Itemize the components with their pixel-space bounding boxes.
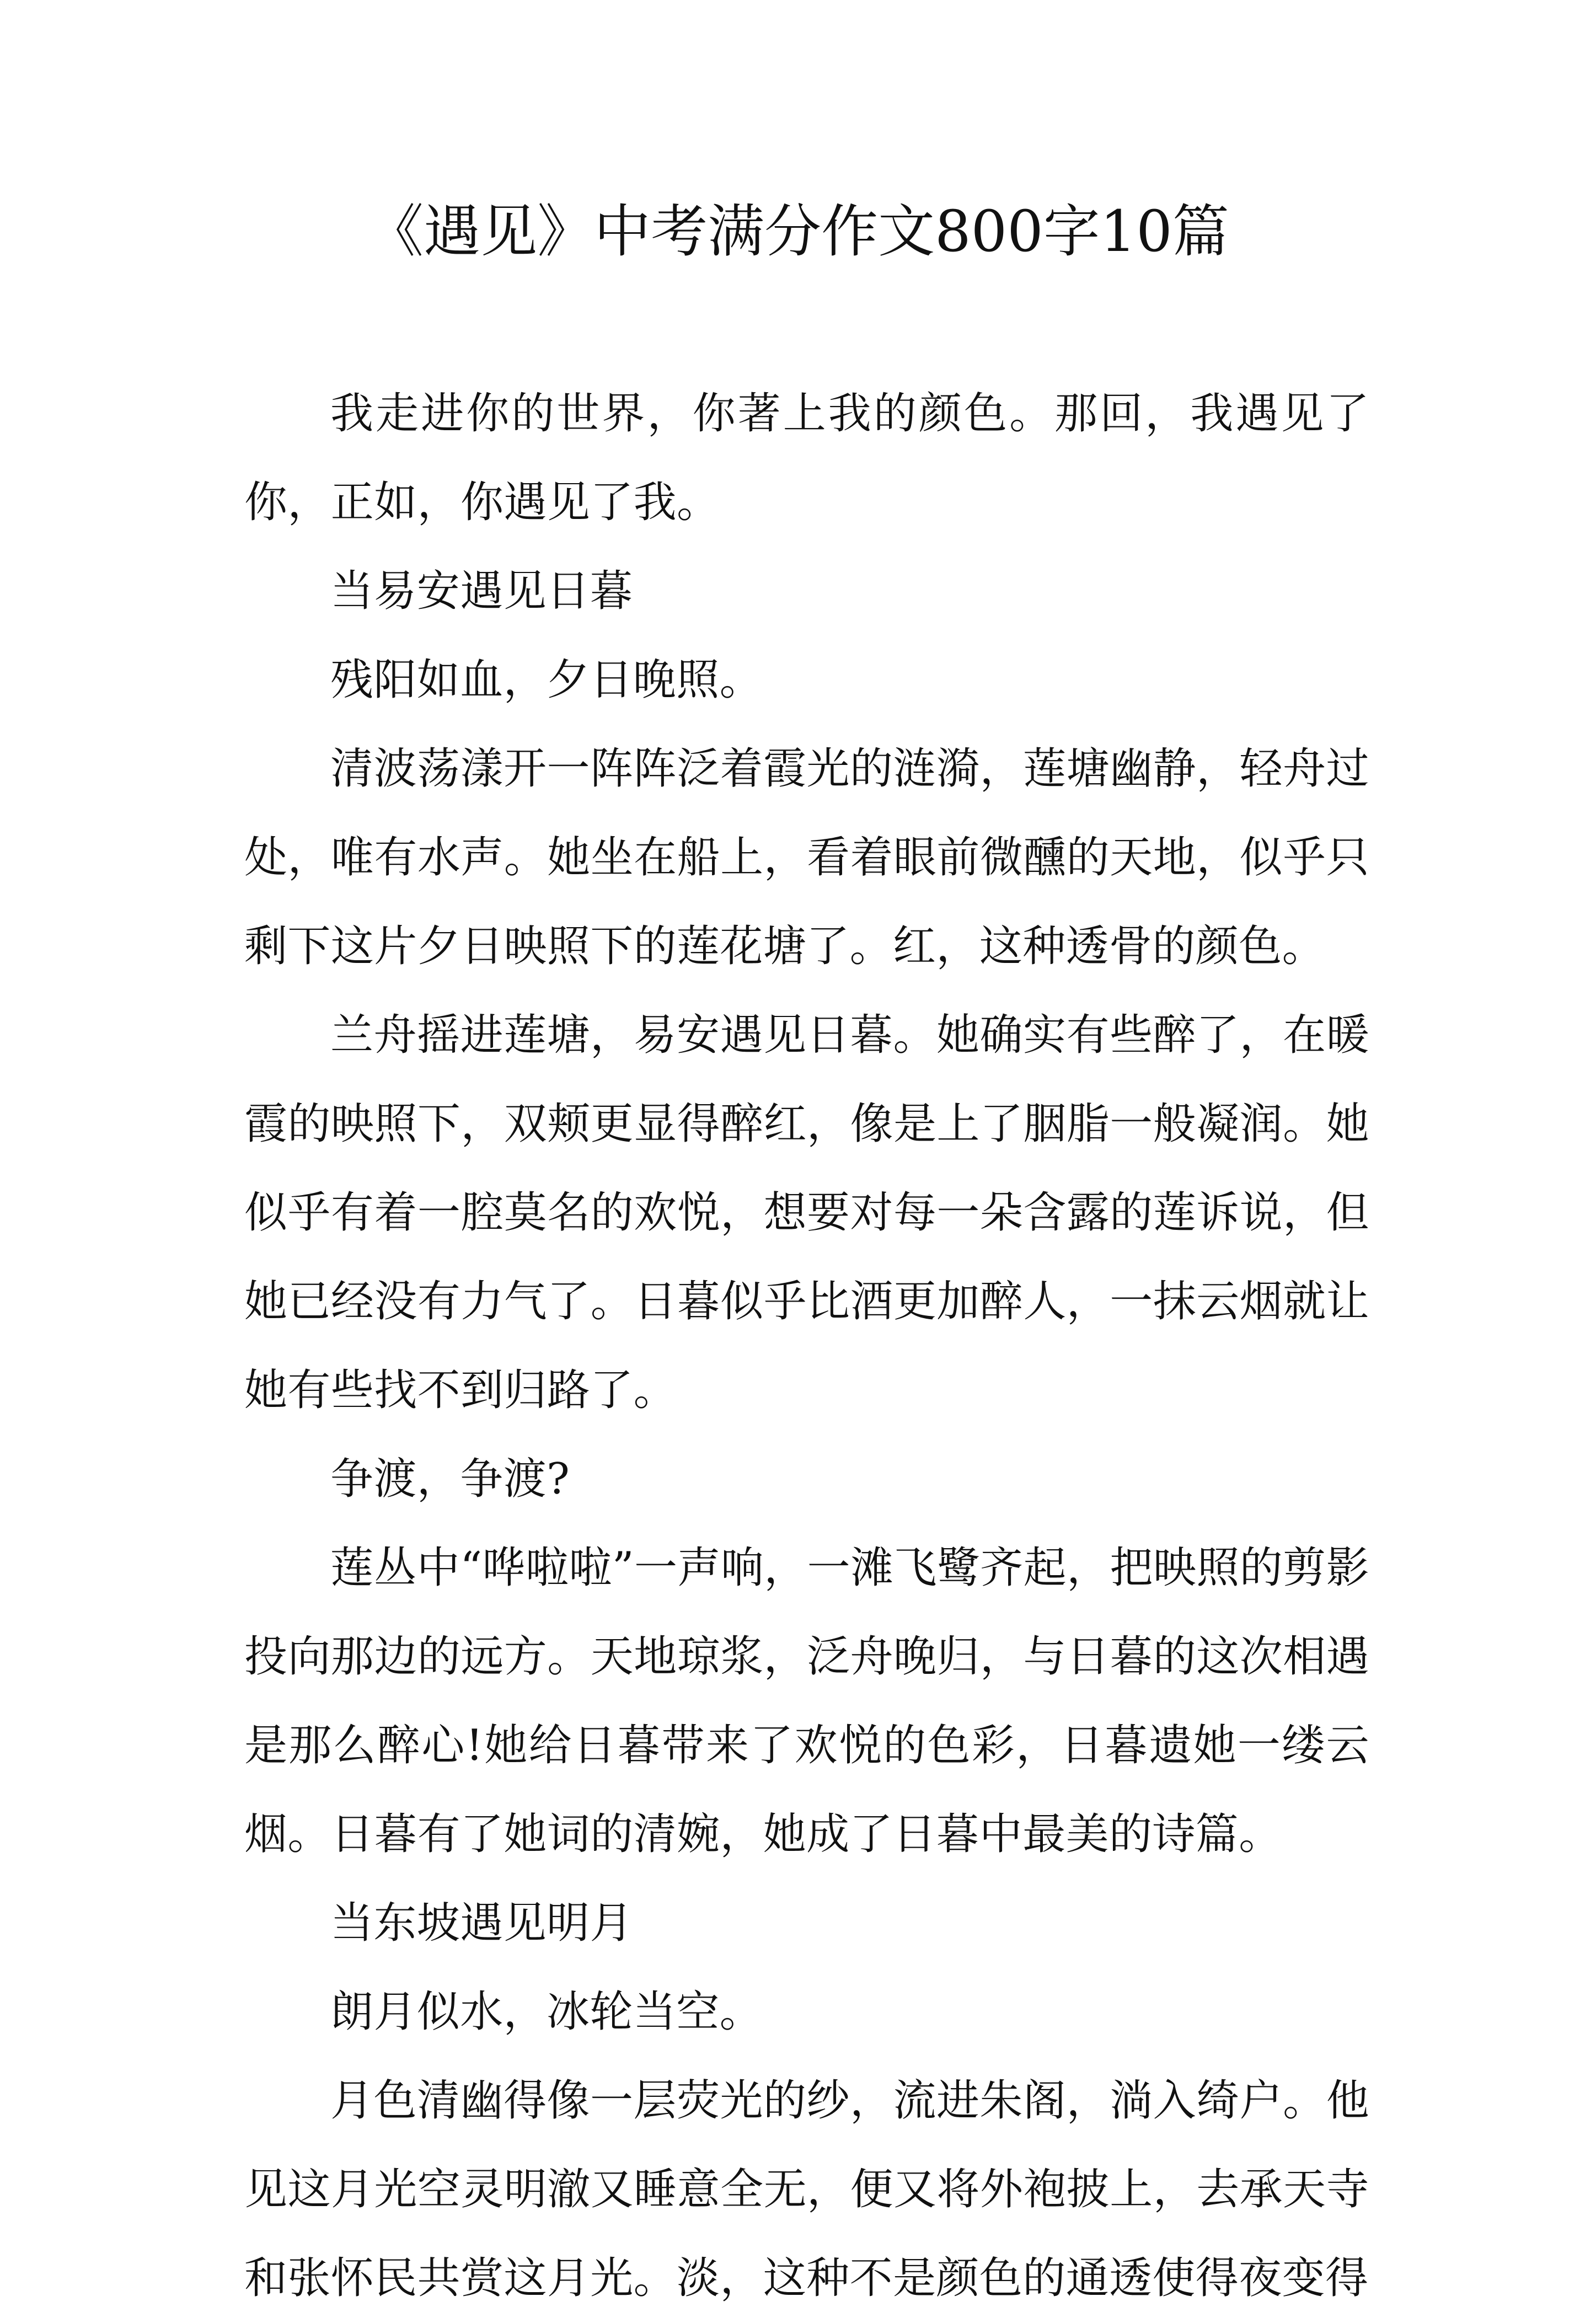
paragraph: 朗月似水，冰轮当空。 <box>330 1987 763 2037</box>
section-heading-dongpo: 当东坡遇见明月 <box>330 1898 633 1948</box>
document-title: 《遇见》中考满分作文800字10篇 <box>367 199 1229 265</box>
section-heading-yian: 当易安遇见日暮 <box>330 566 633 616</box>
paragraph: 月色清幽得像一层荧光的纱，流进朱阁，淌入绮户。他见这月光空灵明澈又睡意全无，便又将外袍披上，去承天寺和张怀民共赏这月光。淡，这种不是颜色的通透使得夜变得 <box>244 2076 1369 2303</box>
paragraph: 兰舟摇进莲塘，易安遇见日暮。她确实有些醉了，在暖霞的映照下，双颊更显得醉红，像是上了胭脂一般凝润。她似乎有着一腔莫名的欢悦，想要对每一朵含露的莲诉说，但她已经没有力气了。日暮似乎比酒更加醉人，一抹云烟就让她有些找不到归路了。 <box>244 1010 1369 1415</box>
document-body <box>244 370 1369 2323</box>
paragraph: 残阳如血，夕日晚照。 <box>330 655 763 705</box>
paragraph: 争渡，争渡? <box>330 1454 570 1504</box>
paragraph: 莲丛中“哗啦啦”一声响，一滩飞鹭齐起，把映照的剪影投向那边的远方。天地琼浆，泛舟晚归，与日暮的这次相遇是那么醉心!她给日暮带来了欢悦的色彩，日暮遗她一缕云烟。日暮有了她词的清婉，她成了日暮中最美的诗篇。 <box>244 1543 1369 1859</box>
paragraph: 清波荡漾开一阵阵泛着霞光的涟漪，莲塘幽静，轻舟过处，唯有水声。她坐在船上，看着眼前微醺的天地，似乎只剩下这片夕日映照下的莲花塘了。红，这种透骨的颜色。 <box>244 744 1369 971</box>
paragraph-intro: 我走进你的世界，你著上我的颜色。那回，我遇见了你，正如，你遇见了我。 <box>244 389 1369 527</box>
